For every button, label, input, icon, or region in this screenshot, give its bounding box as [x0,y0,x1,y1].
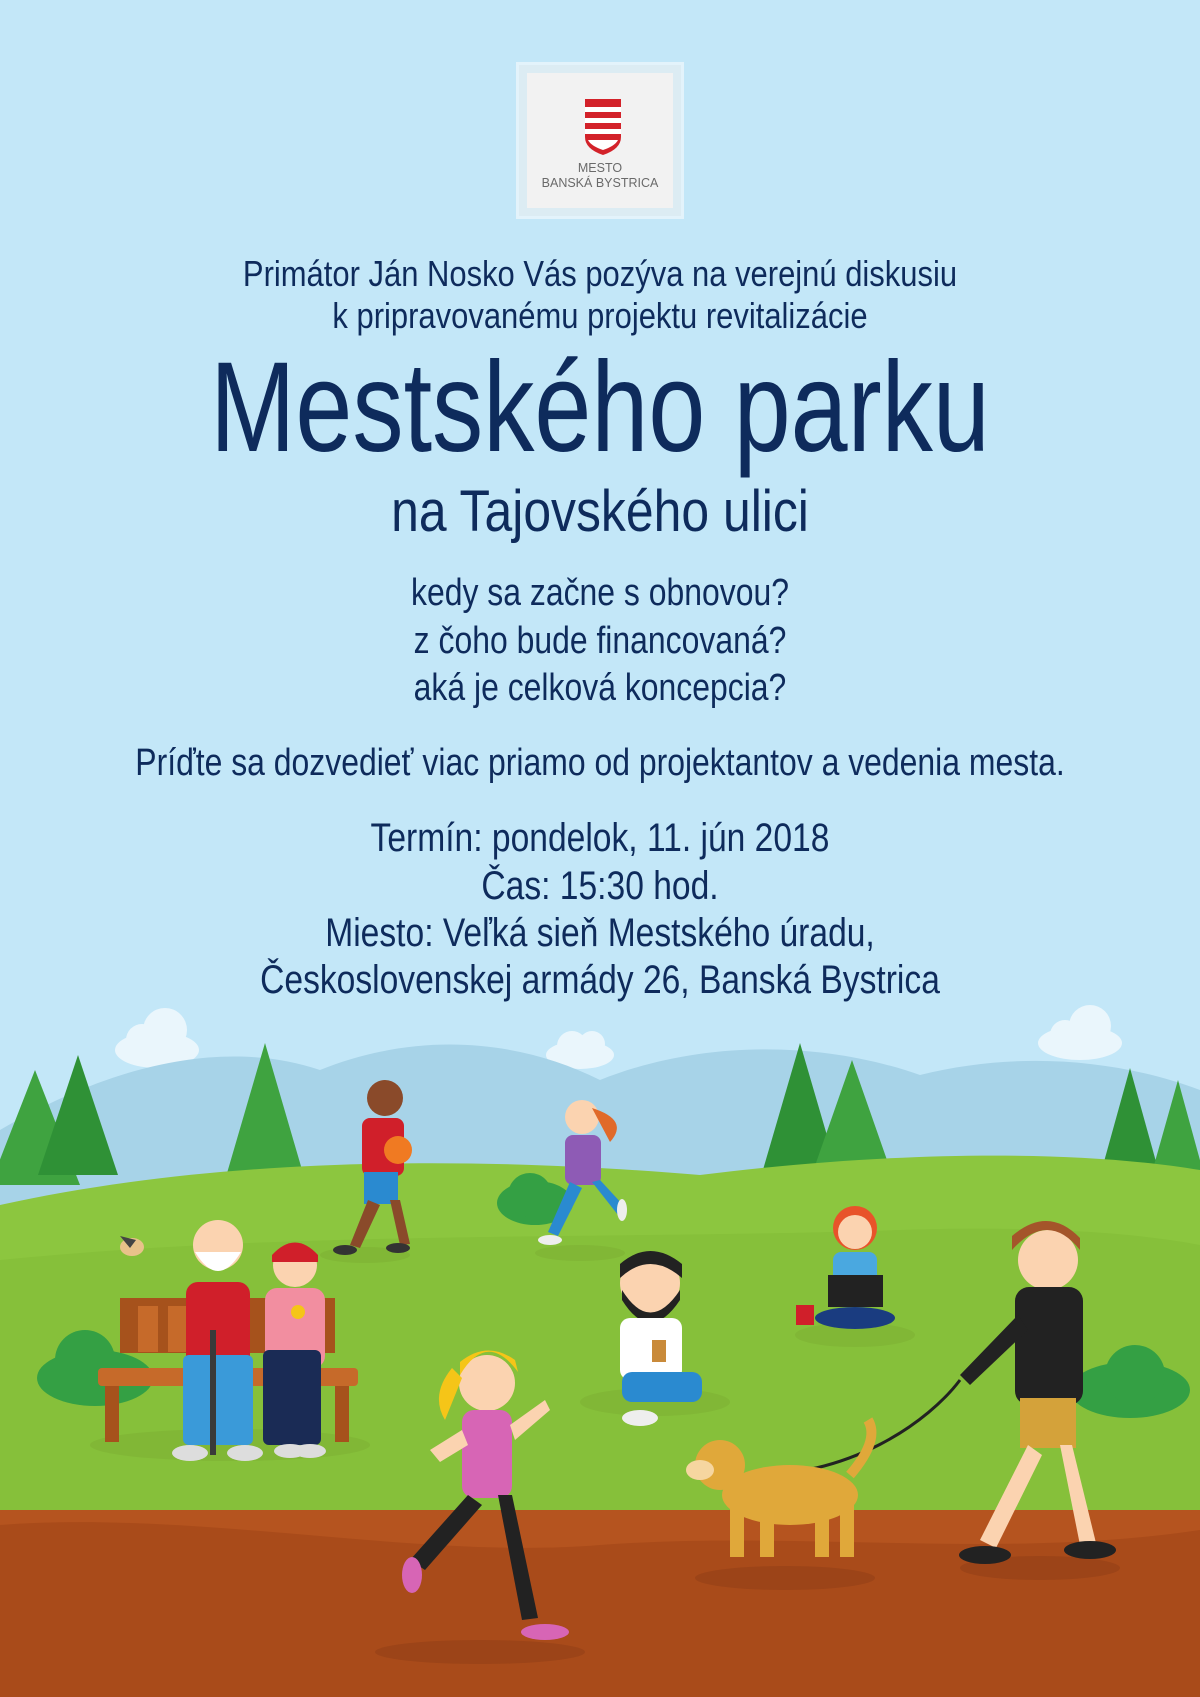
event-time: Čas: 15:30 hod. [481,864,719,908]
event-place-line-2: Československej armády 26, Banská Bystrica [260,958,940,1002]
cloud-icon [115,1008,199,1068]
logo-text-line1: MESTO [577,161,623,175]
poster-subtitle: na Tajovského ulici [391,479,809,544]
call-to-action: Príďte sa dozvedieť viac priamo od projektantov a vedenia mesta. [135,742,1065,784]
event-date: Termín: pondelok, 11. jún 2018 [370,816,830,860]
invite-line-2: k pripravovanému projektu revitalizácie [332,295,868,336]
event-place-line-1: Miesto: Veľká sieň Mestského úradu, [325,911,875,955]
poster-title: Mestského parku [210,336,990,479]
city-logo [516,62,684,219]
coat-of-arms-icon [585,99,621,155]
question-1: kedy sa začne s obnovou? [411,572,789,614]
question-2: z čoho bude financovaná? [413,620,787,662]
cloud-icon [1038,1005,1122,1060]
question-3: aká je celková koncepcia? [413,667,787,709]
logo-text-line2: BANSKÁ BYSTRICA [541,176,659,190]
invite-line-1: Primátor Ján Nosko Vás pozýva na verejnú diskusiu [242,253,958,294]
